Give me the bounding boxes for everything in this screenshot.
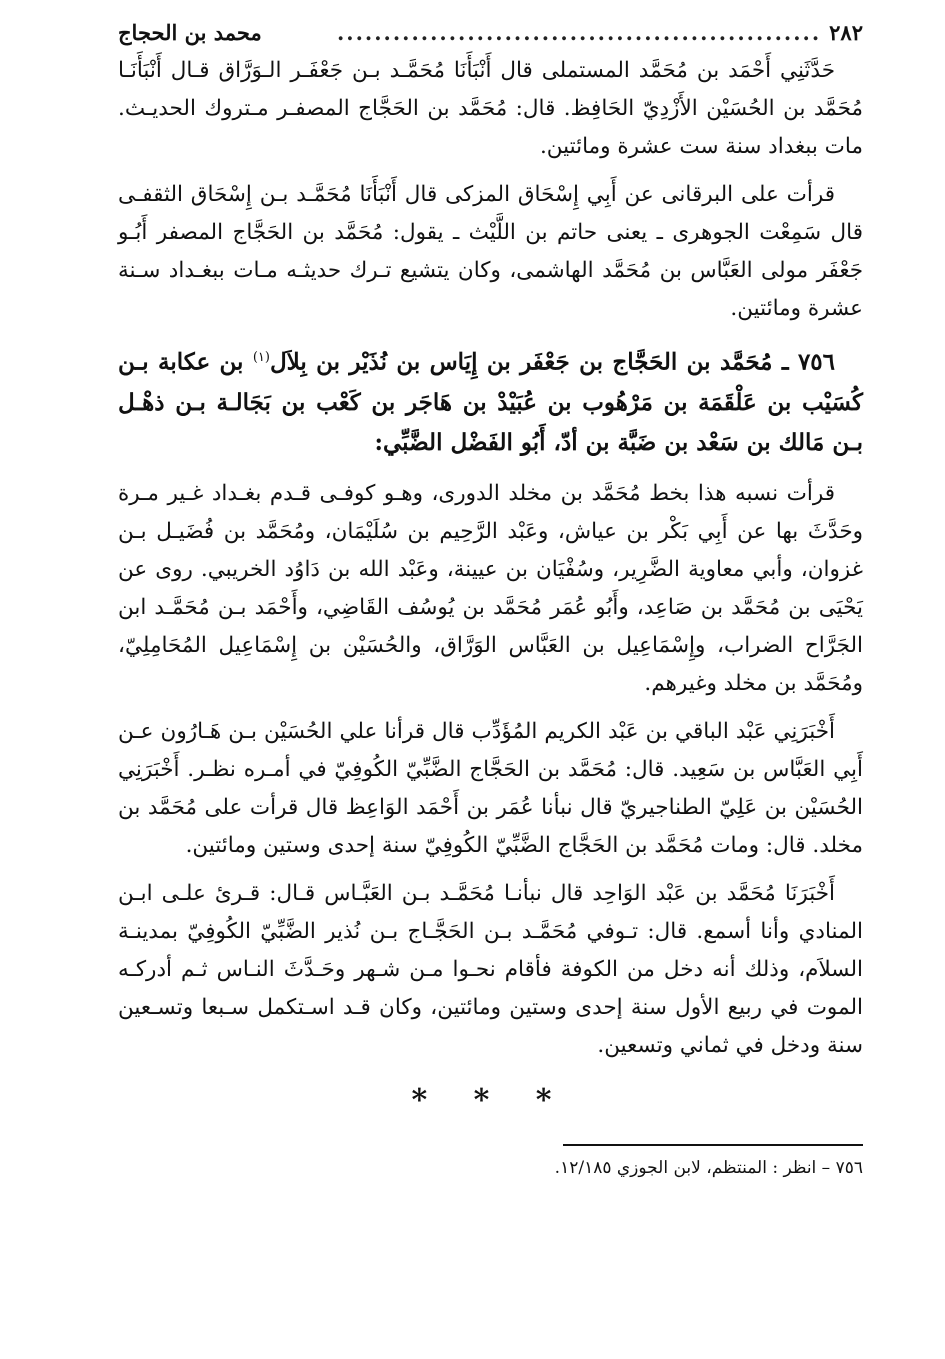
biography-entry-heading [118,338,863,463]
paragraph-3: قرأت نسبه هذا بخط مُحَمَّد بن مخلد الدورى، وهـو كوفـى قـدم بغـداد غـير مـرة وحَدَّثَ بها عن أَبِي بَكْر بن عياش، وعَبْد الرَّحِيم بن سُلَيْمَان، ومُحَمَّد بن فُضَيـل بـن غزوان، وأبي معاوية الضَّرِير، وسُفْيَان بن عيينة، وعَبْد الله بن دَاوُد الخريبي. روى عن يَحْيَى بن مُحَمَّد بن صَاعِد، وأَبُو عُمَر مُحَمَّد بن يُوسُف القَاضِي، وأَحْمَد بـن مُحَمَّـد ابن الجَرَّاح الضراب، وإِسْمَاعِيل بن العَبَّاس الوَرَّاق، والحُسَيْن بن إِسْمَاعِيل المُحَامِلِيّ، ومُحَمَّد بن مخلد وغيرهم. [118,480,863,696]
paragraph-1: حَدَّثَنِي أَحْمَد بن مُحَمَّد المستملى قال أَنْبَأَنَا مُحَمَّـد بـن جَعْفَـر الـوَرَّاق قـال أَنْبَأَنَـا مُحَمَّد بن الحُسَيْن الأَزْدِيّ الحَافِظ. قال: مُحَمَّد بن الحَجَّاج المصفـر مـتروك الحديـث. مات ببغداد سنة ست عشرة ومائتين. [118,58,863,159]
main-text [118,52,863,1065]
section-separator: * * * [411,1082,570,1118]
header-leader-dots: .................................................... [336,20,822,45]
paragraph-5: أَخْبَرَنَا مُحَمَّد بن عَبْد الوَاحِد قال نبأنـا مُحَمَّـد بـن العَبَّـاس قـال: قـرئ علـى ابـن المنادي وأنا أسمع. قال: تـوفي مُحَمَّـد بـن الحَجَّـاج بـن نُذير الضَّبِّيّ الكُوفِيّ بمدينـة السلاَم، وذلك أنه دخل من الكوفة فأقام نحـوا مـن شـهر وحَـدَّثَ النـاس ثـم أدركـه الموت في ربيع الأول سنة إحدى وستين ومائتين، وكان قـد اسـتكمل سـبعا وتسـعين سنة ودخل في ثماني وتسعين. [118,880,863,1058]
footnote-text: ٧٥٦ – انظر : المنتظم، لابن الجوزي ١٢/١٨٥. [554,1157,863,1178]
paragraph-2: قرأت على البرقانى عن أَبِي إِسْحَاق المزكى قال أَنْبَأَنَا مُحَمَّـد بـن إِسْحَاق الثقفـى قال سَمِعْت الجوهرى ـ يعنى حاتم بن اللَّيْث ـ يقول: مُحَمَّد بن الحَجَّاج المصفر أَبُـو جَعْفَر مولى العَبَّاس بن مُحَمَّد الهاشمى، وكان يتشيع تـرك حديثـه مـات ببغـداد سـنة عشرة ومائتين. [118,182,863,321]
page-number: ٢٨٢ [829,20,863,45]
paragraph-4: أَخْبَرَنِي عَبْد الباقي بن عَبْد الكريم المُؤَدِّب قال قرأنا علي الحُسَيْن بـن هَـارُون عـن أَبِي العَبَّاس بن سَعِيد. قال: مُحَمَّد بن الحَجَّاج الضَّبِّيّ الكُوفِيّ في أمـره نظـر. أَخْبَرَنِي الحُسَيْن بن عَلِيّ الطناجيريّ قال نبأنا عُمَر بن أَحْمَد الوَاعِظ قال قرأت على مُحَمَّد بن مخلد. قال: ومات مُحَمَّد بن الحَجَّاج الضَّبِّيّ الكُوفِيّ سنة إحدى وستين ومائتين. [118,718,863,858]
entry-name-part1: ٧٥٦ ـ مُحَمَّد بن الحَجَّاج بن جَعْفَر بن إِيَاس بن نُذَيْر بن بِلاَل [269,348,836,376]
running-title: محمد بن الحجاج [118,20,262,45]
footnote-marker[interactable]: (١) [252,350,270,365]
entry-name-part2: بن عكابة بـن كُسَيْب بن عَلْقَمَة بن مَرْهُوب بن عُبَيْدْ بن هَاجَر بن كَعْب بن بَجَالـة بـن ذهْـل بـن مَالك بن سَعْد بن ضَبَّة بن أدّ، أَبُو الفَضْل الضَّبِّي: [118,348,863,456]
page-header [118,18,863,52]
footnote-rule [563,1144,863,1146]
